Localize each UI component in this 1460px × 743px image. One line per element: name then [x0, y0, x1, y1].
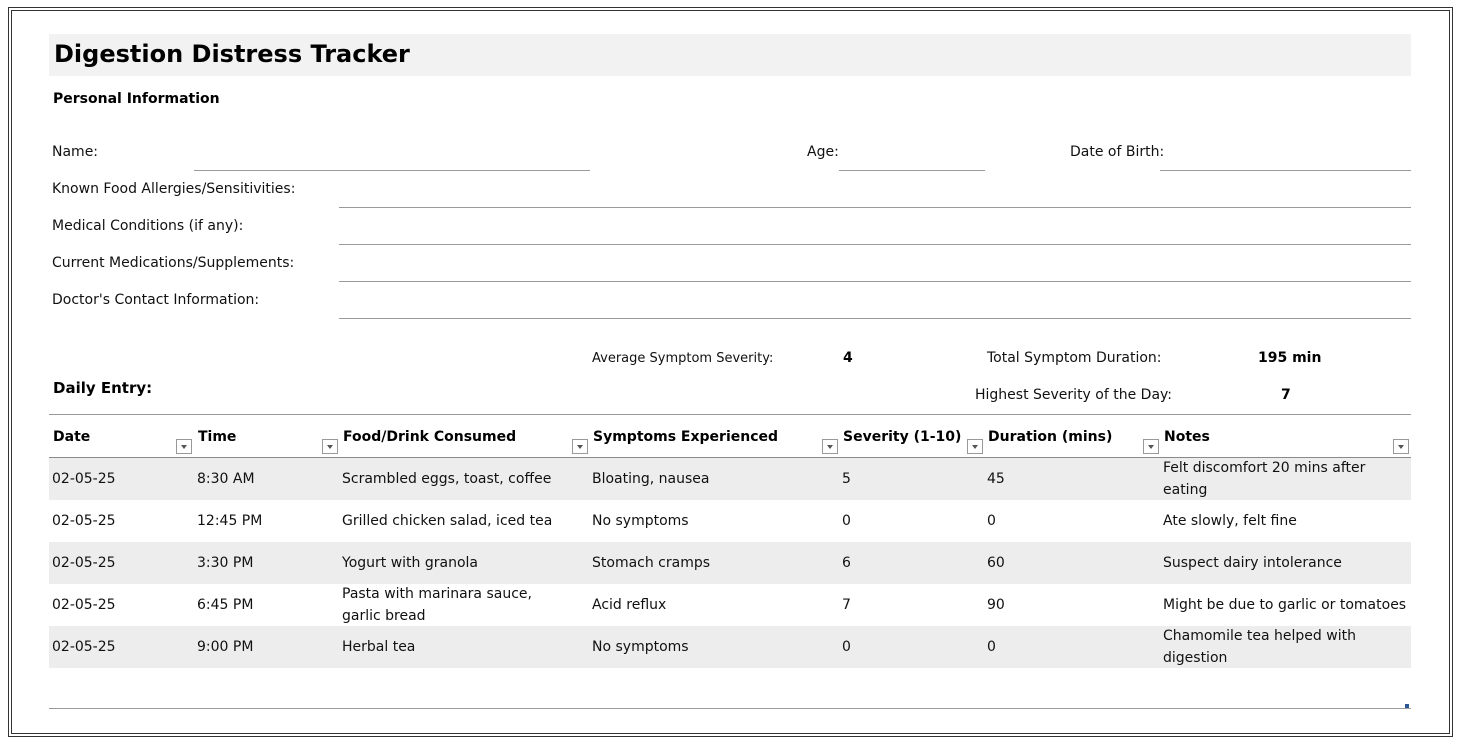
cell-food[interactable]: Herbal tea — [342, 639, 416, 655]
allergies-label: Known Food Allergies/Sensitivities: — [52, 181, 296, 197]
cell-time[interactable]: 12:45 PM — [197, 513, 263, 529]
cell-date[interactable]: 02-05-25 — [52, 639, 116, 655]
avg-severity-label: Average Symptom Severity: — [592, 351, 774, 366]
cell-date[interactable]: 02-05-25 — [52, 555, 116, 571]
table-resize-handle[interactable] — [1405, 704, 1409, 708]
cell-notes[interactable]: Felt discomfort 20 mins after eating — [1163, 460, 1366, 498]
cell-notes[interactable]: Suspect dairy intolerance — [1163, 555, 1342, 571]
table-row[interactable] — [49, 458, 1411, 500]
doctor-contact-field[interactable] — [339, 318, 1411, 319]
cell-food[interactable]: Pasta with marinara sauce, garlic bread — [342, 586, 532, 624]
cell-symptoms[interactable]: No symptoms — [592, 513, 689, 529]
cell-food[interactable]: Scrambled eggs, toast, coffee — [342, 471, 552, 487]
cell-notes[interactable]: Ate slowly, felt fine — [1163, 513, 1297, 529]
time-filter-icon[interactable] — [322, 439, 338, 454]
table-header — [49, 415, 1411, 458]
header-notes: Notes — [1164, 429, 1210, 445]
name-field[interactable] — [194, 170, 590, 171]
cell-notes[interactable]: Might be due to garlic or tomatoes — [1163, 597, 1407, 613]
table-bottom-border — [49, 708, 1411, 709]
highest-severity-value: 7 — [1281, 387, 1291, 403]
cell-duration[interactable]: 45 — [987, 471, 1005, 487]
cell-duration[interactable]: 0 — [987, 513, 996, 529]
cell-severity[interactable]: 0 — [842, 639, 851, 655]
cell-duration[interactable]: 90 — [987, 597, 1005, 613]
medications-label: Current Medications/Supplements: — [52, 255, 295, 271]
header-symptoms: Symptoms Experienced — [593, 429, 779, 445]
cell-time[interactable]: 8:30 AM — [197, 471, 255, 487]
dob-field[interactable] — [1160, 170, 1411, 171]
cell-severity[interactable]: 5 — [842, 471, 851, 487]
cell-food[interactable]: Grilled chicken salad, iced tea — [342, 513, 553, 529]
cell-duration[interactable]: 60 — [987, 555, 1005, 571]
cell-symptoms[interactable]: Stomach cramps — [592, 555, 711, 571]
cell-date[interactable]: 02-05-25 — [52, 597, 116, 613]
dob-label: Date of Birth: — [1070, 144, 1165, 160]
avg-severity-value: 4 — [843, 350, 853, 366]
title-bar — [49, 34, 1411, 76]
cell-severity[interactable]: 6 — [842, 555, 851, 571]
name-label: Name: — [52, 144, 99, 160]
table-body — [49, 458, 1411, 668]
table-row[interactable] — [49, 500, 1411, 542]
severity-filter-icon[interactable] — [967, 439, 983, 454]
cell-severity[interactable]: 0 — [842, 513, 851, 529]
cell-duration[interactable]: 0 — [987, 639, 996, 655]
cell-food[interactable]: Yogurt with granola — [342, 555, 478, 571]
symptoms-filter-icon[interactable] — [822, 439, 838, 454]
header-duration: Duration (mins) — [988, 429, 1113, 445]
medical-conditions-label: Medical Conditions (if any): — [52, 218, 244, 234]
age-label: Age: — [807, 144, 839, 160]
cell-time[interactable]: 9:00 PM — [197, 639, 254, 655]
table-row[interactable] — [49, 542, 1411, 584]
highest-severity-label: Highest Severity of the Day: — [975, 387, 1173, 403]
daily-entry-heading: Daily Entry: — [53, 379, 153, 397]
header-severity: Severity (1-10) — [843, 429, 962, 445]
cell-time[interactable]: 3:30 PM — [197, 555, 254, 571]
medications-field[interactable] — [339, 281, 1411, 282]
total-duration-value: 195 min — [1258, 350, 1322, 366]
cell-time[interactable]: 6:45 PM — [197, 597, 254, 613]
notes-filter-icon[interactable] — [1393, 439, 1409, 454]
cell-notes[interactable]: Chamomile tea helped with digestion — [1163, 628, 1356, 666]
header-time: Time — [198, 429, 237, 445]
cell-date[interactable]: 02-05-25 — [52, 513, 116, 529]
total-duration-label: Total Symptom Duration: — [987, 350, 1162, 366]
table-row[interactable] — [49, 584, 1411, 626]
personal-information-heading: Personal Information — [53, 91, 220, 107]
allergies-field[interactable] — [339, 207, 1411, 208]
age-field[interactable] — [839, 170, 985, 171]
cell-severity[interactable]: 7 — [842, 597, 851, 613]
date-filter-icon[interactable] — [176, 439, 192, 454]
doctor-contact-label: Doctor's Contact Information: — [52, 292, 260, 308]
duration-filter-icon[interactable] — [1143, 439, 1159, 454]
cell-date[interactable]: 02-05-25 — [52, 471, 116, 487]
header-food: Food/Drink Consumed — [343, 429, 517, 445]
cell-symptoms[interactable]: Acid reflux — [592, 597, 667, 613]
cell-symptoms[interactable]: No symptoms — [592, 639, 689, 655]
table-row[interactable] — [49, 626, 1411, 668]
food-filter-icon[interactable] — [572, 439, 588, 454]
header-date: Date — [53, 429, 91, 445]
cell-symptoms[interactable]: Bloating, nausea — [592, 471, 710, 487]
page-title: Digestion Distress Tracker — [54, 40, 410, 68]
medical-conditions-field[interactable] — [339, 244, 1411, 245]
